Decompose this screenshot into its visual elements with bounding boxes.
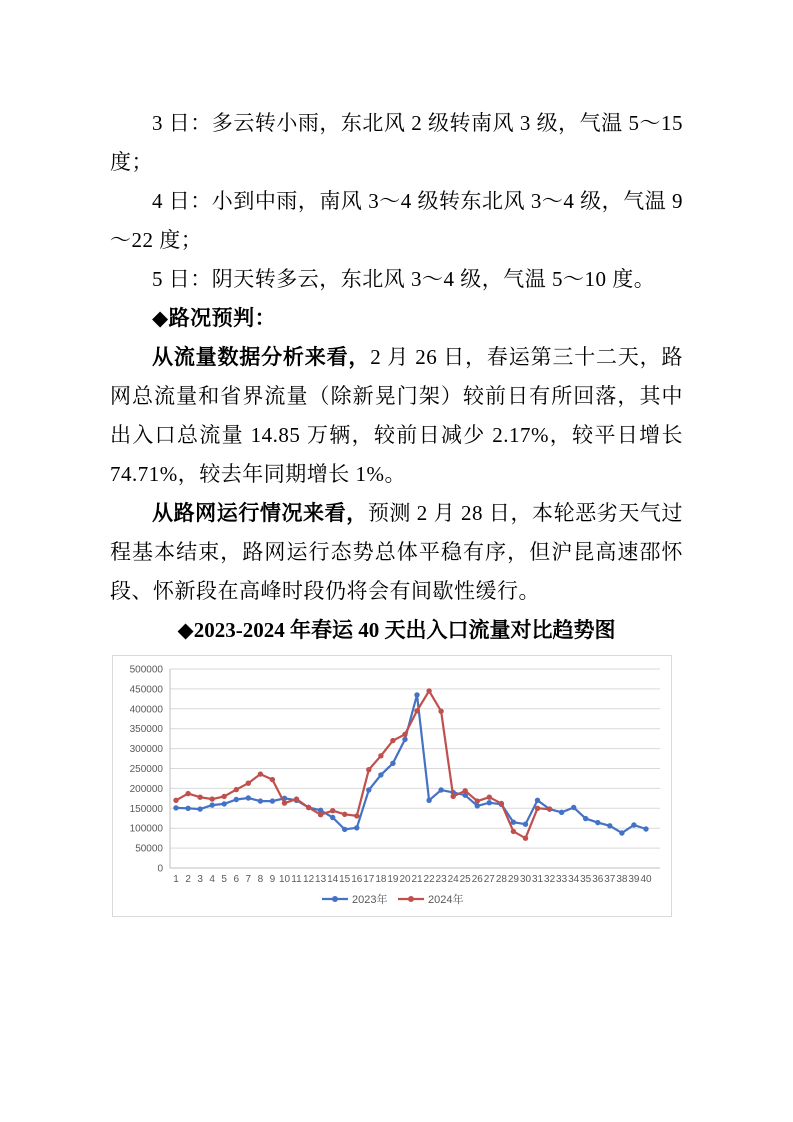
x-axis-tick-label: 14 (327, 874, 339, 885)
x-axis-tick-label: 29 (507, 874, 519, 885)
x-axis-tick-label: 2 (185, 874, 191, 885)
data-point-marker (402, 732, 407, 737)
y-axis-tick-label: 400000 (129, 704, 163, 716)
traffic-trend-chart (112, 655, 672, 917)
data-point-marker (426, 688, 431, 693)
x-axis-tick-label: 16 (351, 874, 363, 885)
data-point-marker (487, 795, 492, 800)
x-axis-tick-label: 10 (278, 874, 291, 885)
data-point-marker (619, 830, 624, 835)
data-point-marker (210, 802, 215, 807)
data-point-marker (426, 798, 431, 803)
data-point-marker (354, 825, 359, 830)
data-point-marker (330, 808, 335, 813)
y-axis-tick-label: 100000 (129, 823, 163, 835)
data-point-marker (294, 796, 299, 801)
data-point-marker (210, 796, 215, 801)
data-point-marker (475, 798, 480, 803)
data-point-marker (378, 772, 383, 777)
x-axis-tick-label: 1 (173, 874, 179, 885)
data-point-marker (173, 805, 178, 810)
paragraph-lead-bold: 从路网运行情况来看， (152, 501, 368, 525)
x-axis-tick-label: 24 (447, 874, 459, 885)
data-point-marker (246, 795, 251, 800)
y-axis-tick-label: 300000 (129, 744, 163, 756)
series-line-2023年 (176, 695, 646, 833)
y-axis-tick-label: 500000 (129, 664, 163, 676)
data-point-marker (354, 813, 359, 818)
x-axis-tick-label: 6 (233, 874, 240, 885)
data-point-marker (511, 820, 516, 825)
x-axis-tick-label: 20 (399, 874, 411, 885)
data-point-marker (366, 767, 371, 772)
x-axis-tick-label: 4 (209, 874, 215, 885)
data-point-marker (234, 787, 239, 792)
y-axis-tick-label: 150000 (129, 803, 163, 815)
data-point-marker (222, 794, 227, 799)
data-point-marker (438, 787, 443, 792)
paragraph-lead-bold: 从流量数据分析来看， (152, 345, 371, 369)
data-point-marker (535, 806, 540, 811)
data-point-marker (185, 806, 190, 811)
x-axis-tick-label: 18 (375, 874, 387, 885)
data-point-marker (523, 822, 528, 827)
heading-text: ◆路况预判： (152, 306, 277, 330)
data-point-marker (366, 787, 371, 792)
x-axis-tick-label: 39 (628, 874, 640, 885)
data-point-marker (390, 761, 395, 766)
x-axis-tick-label: 7 (245, 874, 252, 885)
legend-label: 2023年 (352, 894, 388, 906)
data-point-marker (535, 798, 540, 803)
data-point-marker (631, 822, 636, 827)
data-point-marker (559, 810, 564, 815)
x-axis-tick-label: 11 (291, 874, 302, 885)
data-point-marker (499, 801, 504, 806)
data-point-marker (378, 753, 383, 758)
data-point-marker (318, 812, 323, 817)
x-axis-tick-label: 19 (387, 874, 399, 885)
x-axis-tick-label: 5 (221, 874, 227, 885)
x-axis-tick-label: 33 (556, 874, 568, 885)
paragraph-text: 4 日：小到中雨，南风 3～4 级转东北风 3～4 级，气温 9～22 度； (110, 189, 683, 252)
paragraph-text: 预测 2 月 28 日，本轮恶劣天气过程基本结束，路网运行态势总体平稳有序，但沪昆高速邵怀段、怀新段在高峰时段仍将会有间歇性缓行。 (110, 501, 684, 603)
data-point-marker (270, 777, 275, 782)
data-point-marker (222, 801, 227, 806)
x-axis-tick-label: 36 (592, 874, 604, 885)
data-point-marker (234, 797, 239, 802)
data-point-marker (523, 836, 528, 841)
data-point-marker (414, 708, 419, 713)
line-chart-canvas (113, 656, 671, 914)
data-point-marker (547, 806, 552, 811)
x-axis-tick-label: 13 (315, 874, 327, 885)
paragraph-flow-analysis (110, 338, 683, 494)
data-point-marker (607, 823, 612, 828)
data-point-marker (595, 820, 600, 825)
data-point-marker (463, 788, 468, 793)
x-axis-tick-label: 25 (459, 874, 471, 885)
paragraph-weather-day4 (110, 182, 683, 260)
data-point-marker (197, 795, 202, 800)
x-axis-tick-label: 12 (303, 874, 315, 885)
x-axis-tick-label: 26 (471, 874, 483, 885)
paragraph-text: 5 日：阴天转多云，东北风 3～4 级，气温 5～10 度。 (152, 267, 656, 291)
x-axis-tick-label: 8 (257, 874, 264, 885)
y-axis-tick-label: 0 (157, 863, 163, 875)
data-point-marker (451, 794, 456, 799)
legend-marker-dot (332, 896, 338, 902)
x-axis-tick-label: 17 (363, 874, 375, 885)
data-point-marker (643, 826, 648, 831)
data-point-marker (258, 798, 263, 803)
data-point-marker (342, 812, 347, 817)
x-axis-tick-label: 22 (423, 874, 435, 885)
x-axis-tick-label: 9 (269, 874, 276, 885)
chart-title: ◆2023-2024 年春运 40 天出入口流量对比趋势图 (177, 618, 616, 642)
x-axis-tick-label: 21 (411, 874, 423, 885)
paragraph-network-operation (110, 494, 683, 611)
data-point-marker (390, 738, 395, 743)
paragraph-weather-day3 (110, 104, 683, 182)
data-point-marker (402, 737, 407, 742)
y-axis-tick-label: 450000 (129, 684, 163, 696)
x-axis-tick-label: 31 (531, 874, 544, 885)
x-axis-tick-label: 3 (197, 874, 203, 885)
data-point-marker (571, 805, 576, 810)
data-point-marker (282, 800, 287, 805)
legend-label: 2024年 (428, 894, 464, 906)
data-point-marker (185, 791, 190, 796)
x-axis-tick-label: 28 (495, 874, 507, 885)
data-point-marker (306, 805, 311, 810)
data-point-marker (414, 692, 419, 697)
data-point-marker (583, 816, 588, 821)
data-point-marker (258, 771, 263, 776)
legend-marker-dot (408, 896, 414, 902)
paragraph-weather-day5 (110, 260, 683, 299)
x-axis-tick-label: 30 (519, 874, 532, 885)
x-axis-tick-label: 35 (580, 874, 592, 885)
x-axis-tick-label: 32 (544, 874, 556, 885)
section-heading-road-forecast (110, 299, 683, 338)
data-point-marker (270, 798, 275, 803)
x-axis-tick-label: 40 (640, 874, 652, 885)
y-axis-tick-label: 250000 (129, 764, 163, 775)
data-point-marker (342, 827, 347, 832)
x-axis-tick-label: 23 (435, 874, 447, 885)
x-axis-tick-label: 15 (339, 874, 351, 885)
y-axis-tick-label: 50000 (135, 843, 163, 855)
data-point-marker (487, 800, 492, 805)
data-point-marker (173, 798, 178, 803)
data-point-marker (246, 781, 251, 786)
x-axis-tick-label: 37 (604, 874, 616, 885)
paragraph-text: 2 月 26 日，春运第三十二天，路网总流量和省界流量（除新晃门架）较前日有所回落，其中出入口总流量 14.85 万辆，较前日减少 2.17%，较平日增长 74.71%，较去年同期增长 1%。 (110, 345, 684, 486)
paragraph-text: 3 日：多云转小雨，东北风 2 级转南风 3 级，气温 5～15 度； (110, 111, 683, 174)
x-axis-tick-label: 38 (616, 874, 628, 885)
series-line-2024年 (176, 691, 550, 838)
data-point-marker (330, 815, 335, 820)
data-point-marker (475, 803, 480, 808)
y-axis-tick-label: 350000 (129, 724, 163, 736)
x-axis-tick-label: 27 (483, 874, 495, 885)
y-axis-tick-label: 200000 (129, 783, 163, 795)
x-axis-tick-label: 34 (568, 874, 580, 885)
data-point-marker (438, 709, 443, 714)
data-point-marker (197, 806, 202, 811)
data-point-marker (511, 829, 516, 834)
